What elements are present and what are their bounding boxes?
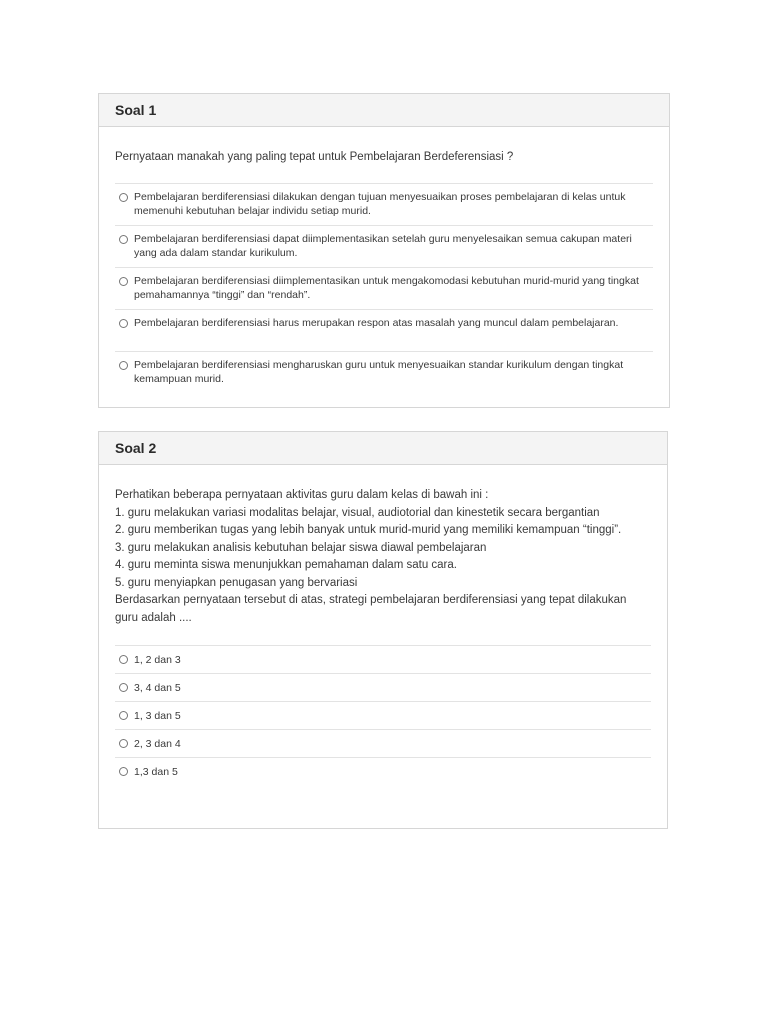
question-text: Pernyataan manakah yang paling tepat untuk Pembelajaran Berdeferensiasi ? [115,151,514,163]
answer-option-a[interactable] [115,183,653,225]
answer-option-label: Pembelajaran berdiferensiasi dapat diimplementasikan setelah guru menyelesaikan semua cakupan materi yang ada dalam standar kurikulum. [134,232,632,259]
question-header [99,432,667,465]
answer-option-label: Pembelajaran berdiferensiasi mengharuskan guru untuk menyesuaikan standar kurikulum dengan tingkat kemampuan murid. [134,358,624,385]
answer-option-c[interactable] [115,267,653,309]
radio-button-icon[interactable] [119,739,128,748]
radio-button-icon[interactable] [119,361,128,370]
answer-option-label: 1, 3 dan 5 [134,709,181,722]
answer-option-a[interactable] [115,645,651,673]
question-card-1 [98,93,670,408]
answer-option-label: Pembelajaran berdiferensiasi dilakukan dengan tujuan menyesuaikan proses pembelajaran di kelas untuk memenuhi kebutuhan belajar individu setiap murid. [134,190,626,217]
question-text [115,487,651,627]
answer-option-label: 2, 3 dan 4 [134,737,181,750]
question-line: 4. guru meminta siswa menunjukkan pemahaman dalam satu cara. [115,559,457,571]
question-line: 5. guru menyiapkan penugasan yang bervariasi [115,576,358,589]
radio-button-icon[interactable] [119,319,128,328]
answer-option-label: 1, 2 dan 3 [134,653,181,666]
radio-button-icon[interactable] [119,235,128,244]
answer-option-d[interactable] [115,729,651,757]
question-header [99,94,669,127]
answer-option-b[interactable] [115,225,653,267]
answer-option-label: 1,3 dan 5 [134,765,178,778]
question-title: Soal 1 [115,102,157,118]
question-title: Soal 2 [115,440,157,456]
answer-option-c[interactable] [115,701,651,729]
radio-button-icon[interactable] [119,277,128,286]
question-body [99,127,669,407]
question-card-2 [98,431,668,829]
question-line: Berdasarkan pernyataan tersebut di atas, strategi pembelajaran berdiferensiasi yang tepat dilakukan guru adalah .... [115,594,627,624]
answer-option-label: Pembelajaran berdiferensiasi diimplementasikan untuk mengakomodasi kebutuhan murid-murid yang tingkat pemahamannya “tinggi” dan “rendah”. [134,274,639,301]
answer-option-e[interactable] [115,351,653,393]
answer-options [115,183,653,393]
answer-option-label: Pembelajaran berdiferensiasi harus merupakan respon atas masalah yang muncul dalam pembelajaran. [134,316,619,329]
answer-option-label: 3, 4 dan 5 [134,681,181,694]
radio-button-icon[interactable] [119,655,128,664]
answer-option-e[interactable] [115,757,651,785]
question-line: 2. guru memberikan tugas yang lebih banyak untuk murid-murid yang memiliki kemampuan “tinggi”. [115,524,622,536]
radio-button-icon[interactable] [119,683,128,692]
question-line: 1. guru melakukan variasi modalitas belajar, visual, audiotorial dan kinestetik secara bergantian [115,506,600,519]
answer-option-b[interactable] [115,673,651,701]
radio-button-icon[interactable] [119,193,128,202]
question-line: Perhatikan beberapa pernyataan aktivitas guru dalam kelas di bawah ini : [115,489,489,501]
question-body [99,465,667,799]
answer-option-d[interactable] [115,309,653,351]
answer-options [115,645,651,785]
radio-button-icon[interactable] [119,767,128,776]
question-line: 3. guru melakukan analisis kebutuhan belajar siswa diawal pembelajaran [115,541,487,554]
radio-button-icon[interactable] [119,711,128,720]
